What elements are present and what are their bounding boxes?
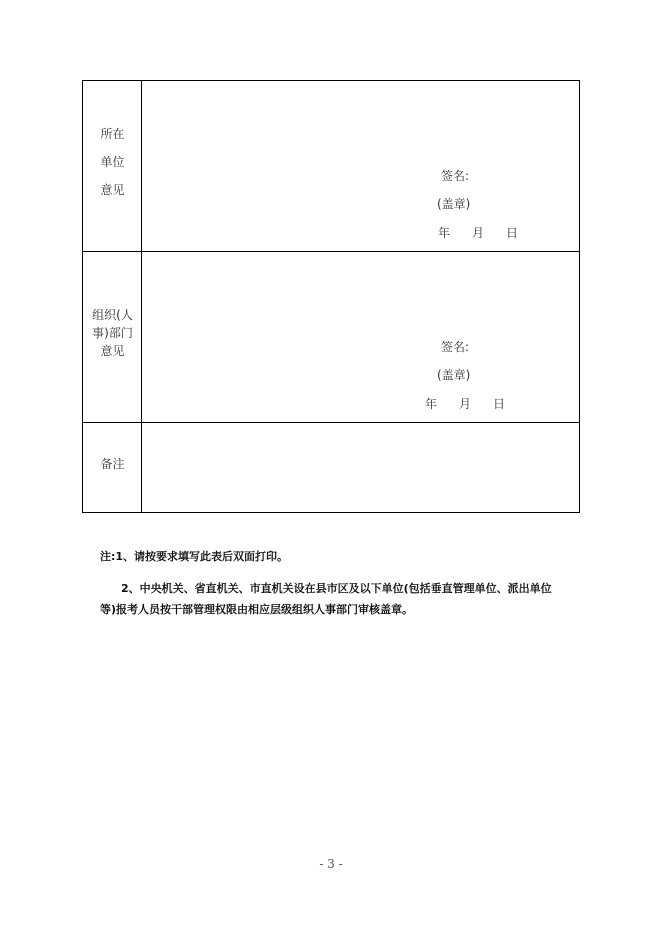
org-seal-label: (盖章) — [437, 368, 471, 382]
org-date-year: 年 — [425, 397, 438, 411]
org-date-month: 月 — [459, 397, 472, 411]
org-opinion-content-cell[interactable] — [142, 252, 579, 422]
unit-date-month: 月 — [472, 226, 485, 240]
remarks-row — [83, 423, 579, 512]
unit-opinion-label-line-1: 所在 — [100, 127, 125, 141]
unit-opinion-label-cell — [83, 81, 142, 251]
opinion-form-table — [82, 80, 580, 513]
unit-opinion-row — [83, 81, 579, 252]
unit-date-day: 日 — [506, 226, 519, 240]
note-line-1: 注:1、请按要求填写此表后双面打印。 — [100, 550, 289, 563]
org-opinion-row — [83, 252, 579, 423]
org-opinion-label-line-1: 组织(人 — [92, 308, 133, 322]
unit-opinion-label-line-3: 意见 — [100, 183, 125, 197]
unit-opinion-content-cell[interactable] — [142, 81, 579, 251]
unit-opinion-label-line-2: 单位 — [100, 155, 125, 169]
page-number: - 3 - — [319, 857, 343, 871]
org-signature-label: 签名: — [441, 340, 470, 354]
org-opinion-label-cell — [83, 252, 142, 422]
remarks-label: 备注 — [100, 457, 125, 471]
org-opinion-label-line-2: 事)部门 — [92, 326, 133, 340]
unit-signature-label: 签名: — [441, 169, 470, 183]
org-date-day: 日 — [493, 397, 506, 411]
remarks-label-cell — [83, 423, 142, 512]
unit-seal-label: (盖章) — [437, 197, 471, 211]
unit-date-year: 年 — [438, 226, 451, 240]
org-opinion-label-line-3: 意见 — [100, 344, 125, 358]
note-line-2: 2、中央机关、省直机关、市直机关设在县市区及以下单位(包括垂直管理单位、派出单位 — [121, 582, 552, 595]
note-line-3: 等)报考人员按干部管理权限由相应层级组织人事部门审核盖章。 — [100, 603, 414, 616]
remarks-content-cell[interactable] — [142, 423, 579, 512]
